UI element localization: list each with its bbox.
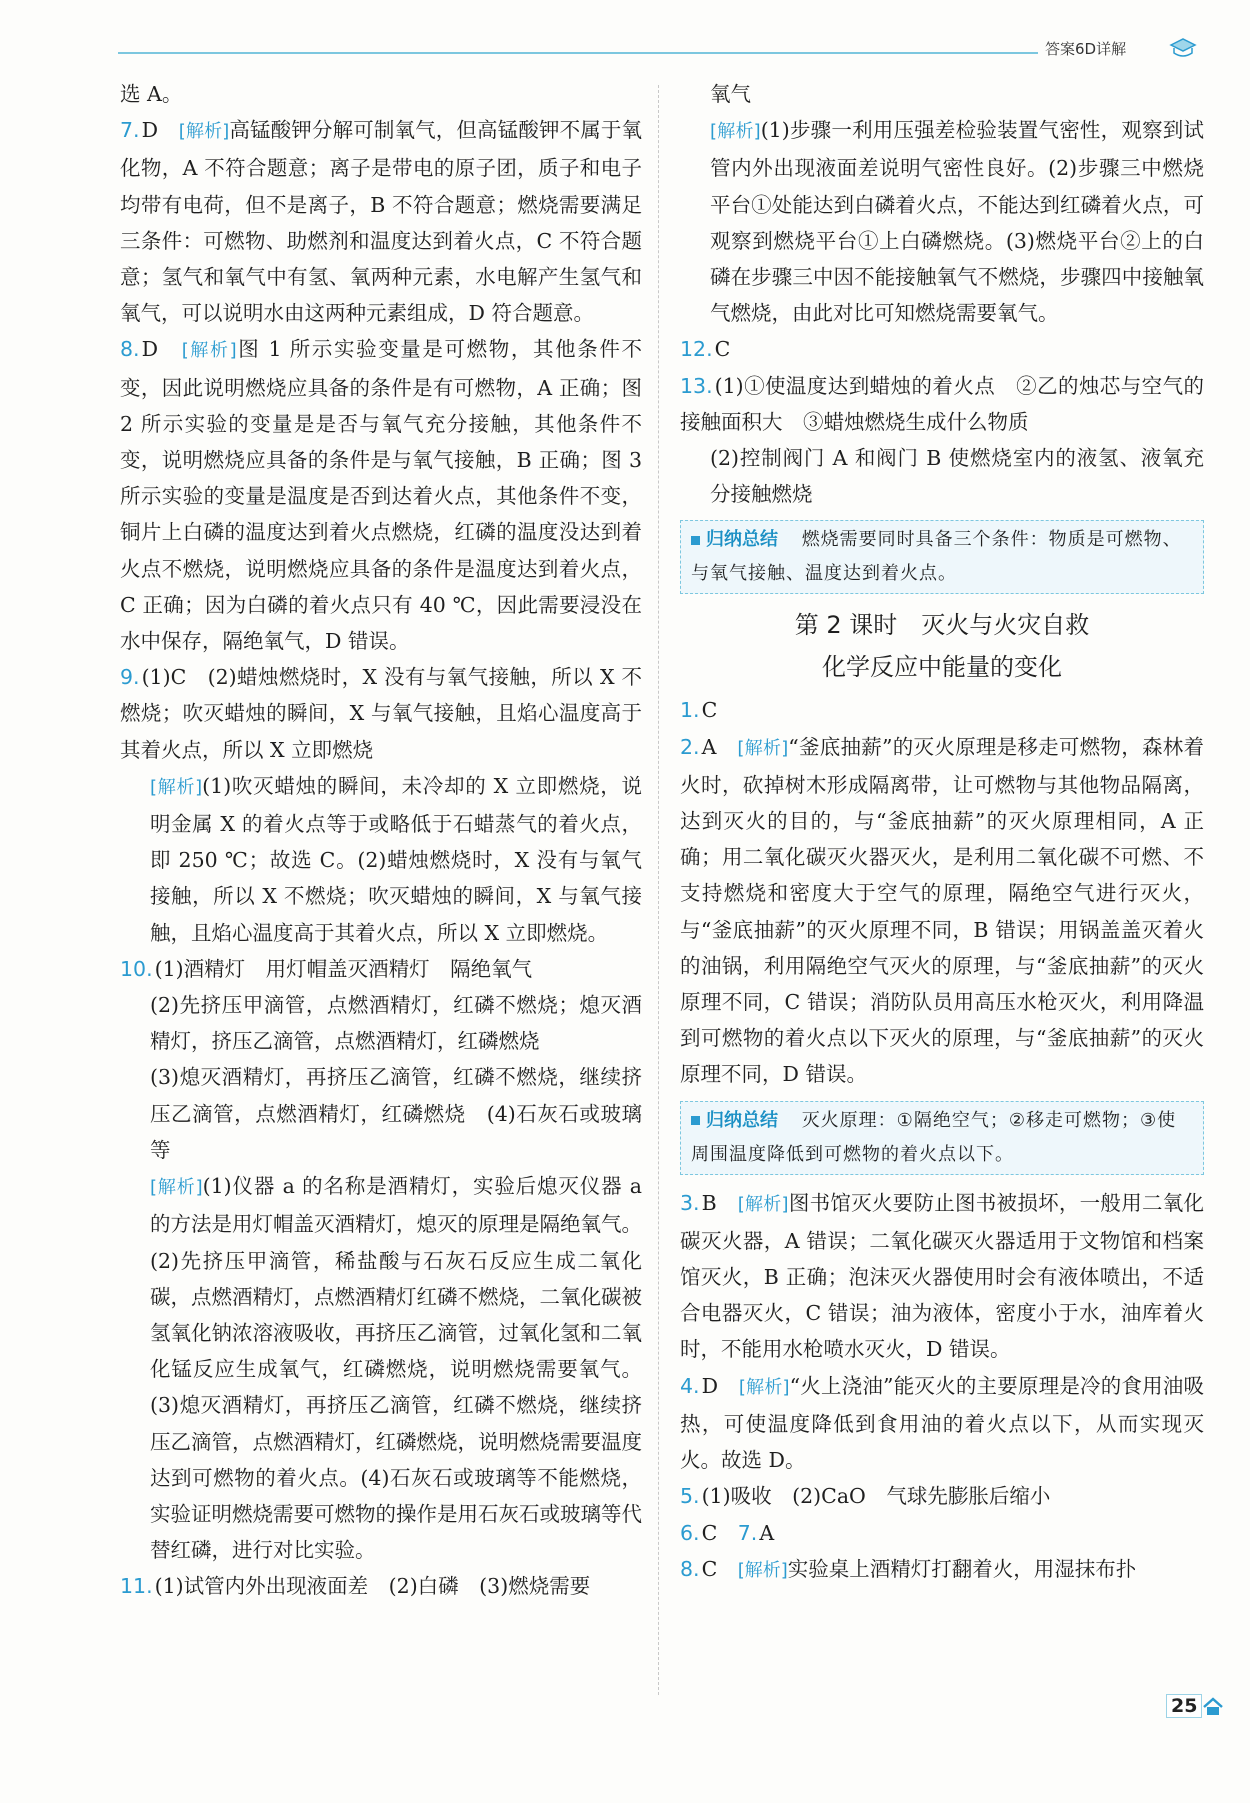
analysis-tag: [解析] — [181, 340, 237, 362]
right-column — [680, 76, 1204, 1589]
answer-text: (2)控制阀门 A 和阀门 B 使燃烧室内的液氢、液氧充分接触燃烧 — [710, 446, 1204, 507]
answer-text: (1)酒精灯 用灯帽盖灭酒精灯 隔绝氧气 — [154, 956, 533, 981]
answer-choice: A — [701, 734, 738, 759]
answer-text: (2)先挤压甲滴管，点燃酒精灯，红磷不燃烧；熄灭酒精灯，挤压乙滴管，点燃酒精灯，红磷燃烧 — [150, 993, 642, 1054]
answer-item — [680, 1515, 1204, 1551]
question-number: 10. — [120, 956, 153, 981]
answer-item — [120, 659, 642, 768]
answer-item — [120, 331, 642, 659]
answer-choice: B — [701, 1190, 738, 1215]
answer-choice: C — [701, 1556, 738, 1581]
answer-text: (1)C (2)蜡烛燃烧时，X 没有与氧气接触，所以 X 不燃烧；吹灭蜡烛的瞬间，X 与氧气接触，且焰心温度高于其着火点，所以 X 立即燃烧 — [120, 665, 642, 762]
answer-text: 高锰酸钾分解可制氧气，但高锰酸钾不属于氧化物，A 不符合题意；离子是带电的原子团，质子和电子均带有电荷，但不是离子，B 不符合题意；燃烧需要满足三条件：可燃物、助燃剂和温度达到着火点，C 不符合题意；氢气和氧气中有氢、氧两种元素，水电解产生氢气和氧气，可以说明水由这两种元素组成，D 符合题意。 — [120, 118, 643, 326]
question-number: 6. — [680, 1520, 700, 1545]
section-title-line2: 化学反应中能量的变化 — [822, 653, 1062, 682]
answer-text: 图 1 所示实验变量是可燃物，其他条件不变，因此说明燃烧应具备的条件是有可燃物，A 正确；图 2 所示实验的变量是是否与氧气充分接触，其他条件不变，说明燃烧应具备的条件是与氧气接触，B 正确；图 3 所示实验的变量是温度是否到达着火点，其他条件不变，铜片上白磷的温度达到着火点燃烧，红磷的温度没达到着火点不燃烧，说明燃烧应具备的条件是温度达到着火点，C 正确；因为白磷的着火点只有 40 ℃，因此需要浸没在水中保存，隔绝氧气，D 错误。 — [120, 337, 643, 654]
question-number: 4. — [680, 1373, 700, 1398]
summary-label: 归纳总结 — [706, 1109, 778, 1131]
right-mid-answers — [680, 692, 1204, 1092]
answer-item — [680, 76, 1204, 112]
answer-text: 图书馆灭火要防止图书被损坏，一般用二氧化碳灭火器，A 错误；二氧化碳灭火器适用于文物馆和档案馆灭火，B 正确；泡沫灭火器使用时会有液体喷出，不适合电器灭火，C 错误；油为液体，密度小于水，油库着火时，不能用水枪喷水灭火，D 错误。 — [680, 1190, 1205, 1362]
answer-text: (1)吹灭蜡烛的瞬间，未冷却的 X 立即燃烧，说明金属 X 的着火点等于或略低于石蜡蒸气的着火点，即 250 ℃；故选 C。(2)蜡烛燃烧时，X 没有与氧气接触，所以 X 不燃烧；吹灭蜡烛的瞬间，X 与氧气接触，且焰心温度高于其着火点，所以 X 立即燃烧。 — [150, 773, 642, 945]
answer-choice: D — [141, 337, 182, 362]
answer-text: 实验桌上酒精灯打翻着火，用湿抹布扑 — [787, 1556, 1137, 1581]
analysis-tag: [解析] — [737, 1559, 788, 1581]
answer-item — [680, 1478, 1204, 1514]
answer-text: (1)试管内外出现液面差 (2)白磷 (3)燃烧需要 — [154, 1574, 591, 1599]
answer-text: (1)①使温度达到蜡烛的着火点 ②乙的烛芯与空气的接触面积大 ③蜡烛燃烧生成什么物质 — [680, 373, 1204, 434]
answer-item — [680, 1368, 1204, 1479]
question-number: 9. — [120, 665, 140, 690]
answer-text: (1)仪器 a 的名称是酒精灯，实验后熄灭仪器 a 的方法是用灯帽盖灭酒精灯，熄灭的原理是隔绝氧气。(2)先挤压甲滴管，稀盐酸与石灰石反应生成二氧化碳，点燃酒精灯，点燃酒精灯红磷不燃烧，二氧化碳被氢氧化钠浓溶液吸收，再挤压乙滴管，过氧化氢和二氧化锰反应生成氧气，红磷燃烧，说明燃烧需要氧气。(3)熄灭酒精灯，再挤压乙滴管，红磷不燃烧，继续挤压乙滴管，点燃酒精灯，红磷燃烧，说明燃烧需要温度达到可燃物的着火点。(4)石灰石或玻璃等不能燃烧，实验证明燃烧需要可燃物的操作是用石灰石或玻璃等代替红磷，进行对比实验。 — [150, 1174, 643, 1563]
summary-text: 燃烧需要同时具备三个条件：物质是可燃物、与氧气接触、温度达到着火点。 — [691, 529, 1182, 585]
analysis-tag: [解析] — [737, 737, 789, 759]
answer-item — [120, 112, 642, 331]
question-number: 13. — [680, 373, 713, 398]
summary-square-icon — [691, 536, 700, 545]
answer-text: “釜底抽薪”的灭火原理是移走可燃物，森林着火时，砍掉树木形成隔离带，让可燃物与其他物品隔离，达到灭火的目的，与“釜底抽薪”的灭火原理相同，A 正确；用二氧化碳灭火器灭火，是利用二氧化碳不可燃、不支持燃烧和密度大于空气的原理，隔绝空气进行灭火，与“釜底抽薪”的灭火原理不同，B 错误；用锅盖盖灭着火的油锅，利用隔绝空气灭火的原理，与“釜底抽薪”的灭火原理不同，C 错误；消防队员用高压水枪灭火，利用降温到可燃物的着火点以下灭火的原理，与“釜底抽薪”的灭火原理不同，D 错误。 — [680, 734, 1204, 1087]
answer-choice: C — [701, 698, 738, 723]
analysis-tag: [解析] — [738, 1376, 790, 1398]
question-number: 7. — [120, 118, 140, 143]
analysis-tag: [解析] — [178, 121, 230, 143]
summary-box-combustion — [680, 520, 1204, 594]
question-number: 3. — [680, 1190, 700, 1215]
answer-choice: A — [759, 1520, 775, 1545]
answer-choice: C — [714, 337, 751, 362]
answer-item — [680, 729, 1204, 1093]
question-number: 11. — [120, 1574, 153, 1599]
summary-box-extinguish — [680, 1101, 1204, 1175]
analysis-tag: [解析] — [150, 776, 203, 798]
answer-item — [680, 1185, 1204, 1368]
answer-item — [120, 951, 642, 987]
analysis-tag: [解析] — [150, 1177, 203, 1199]
answer-item — [680, 692, 1204, 728]
section-title — [680, 604, 1204, 688]
answer-item — [120, 76, 642, 112]
answer-text: 氧气 — [710, 82, 751, 106]
analysis-tag: [解析] — [710, 121, 761, 143]
answer-item — [120, 987, 642, 1059]
page-number: 25 — [1166, 1694, 1202, 1718]
answer-item — [680, 112, 1204, 331]
answer-text: 选 A。 — [120, 82, 183, 106]
summary-square-icon — [691, 1116, 700, 1125]
question-number: 2. — [680, 734, 700, 759]
question-number: 8. — [120, 337, 140, 362]
answer-choice: D — [141, 118, 179, 143]
answer-item — [680, 440, 1204, 512]
answer-text: “火上浇油”能灭火的主要原理是冷的食用油吸热，可使温度降低到食用油的着火点以下，从而实现灭火。故选 D。 — [680, 1373, 1205, 1473]
answer-text: (1)吸收 (2)CaO 气球先膨胀后缩小 — [701, 1484, 1051, 1509]
answer-item — [120, 768, 642, 951]
question-number: 7. — [737, 1520, 758, 1545]
answer-item — [120, 1059, 642, 1168]
answer-text: (3)熄灭酒精灯，再挤压乙滴管，红磷不燃烧，继续挤压乙滴管，点燃酒精灯，红磷燃烧 (4)石灰石或玻璃等 — [150, 1065, 642, 1162]
analysis-tag: [解析] — [737, 1193, 789, 1215]
right-bottom-answers — [680, 1185, 1204, 1589]
answer-item — [680, 1551, 1204, 1589]
question-number: 12. — [680, 337, 713, 362]
answer-text: (1)步骤一利用压强差检验装置气密性，观察到试管内外出现液面差说明气密性良好。(2)步骤三中燃烧平台①处能达到白磷着火点，不能达到红磷着火点，可观察到燃烧平台①上白磷燃烧。(3)燃烧平台②上的白磷在步骤三中因不能接触氧气不燃烧，步骤四中接触氧气燃烧，由此对比可知燃烧需要氧气。 — [710, 118, 1204, 326]
column-divider — [658, 85, 659, 1695]
answer-choice: C — [701, 1520, 738, 1545]
answer-item — [680, 331, 1204, 367]
section-title-line1: 第 2 课时 灭火与火灾自救 — [794, 611, 1090, 640]
question-number: 5. — [680, 1484, 700, 1509]
header-title: 答案6D详解 — [1045, 40, 1127, 58]
answer-choice: D — [701, 1373, 739, 1398]
summary-text: 灭火原理：①隔绝空气；②移走可燃物；③使周围温度降低到可燃物的着火点以下。 — [691, 1109, 1177, 1165]
right-top-answers — [680, 76, 1204, 512]
house-icon — [1202, 1696, 1224, 1718]
answer-item — [680, 368, 1204, 440]
header-rule — [118, 52, 1038, 54]
question-number: 1. — [680, 698, 700, 723]
answer-item — [120, 1168, 642, 1568]
question-number: 8. — [680, 1556, 700, 1581]
book-logo-icon — [1168, 36, 1198, 60]
summary-label: 归纳总结 — [706, 529, 778, 551]
left-column — [120, 76, 642, 1605]
answer-item — [120, 1568, 642, 1604]
